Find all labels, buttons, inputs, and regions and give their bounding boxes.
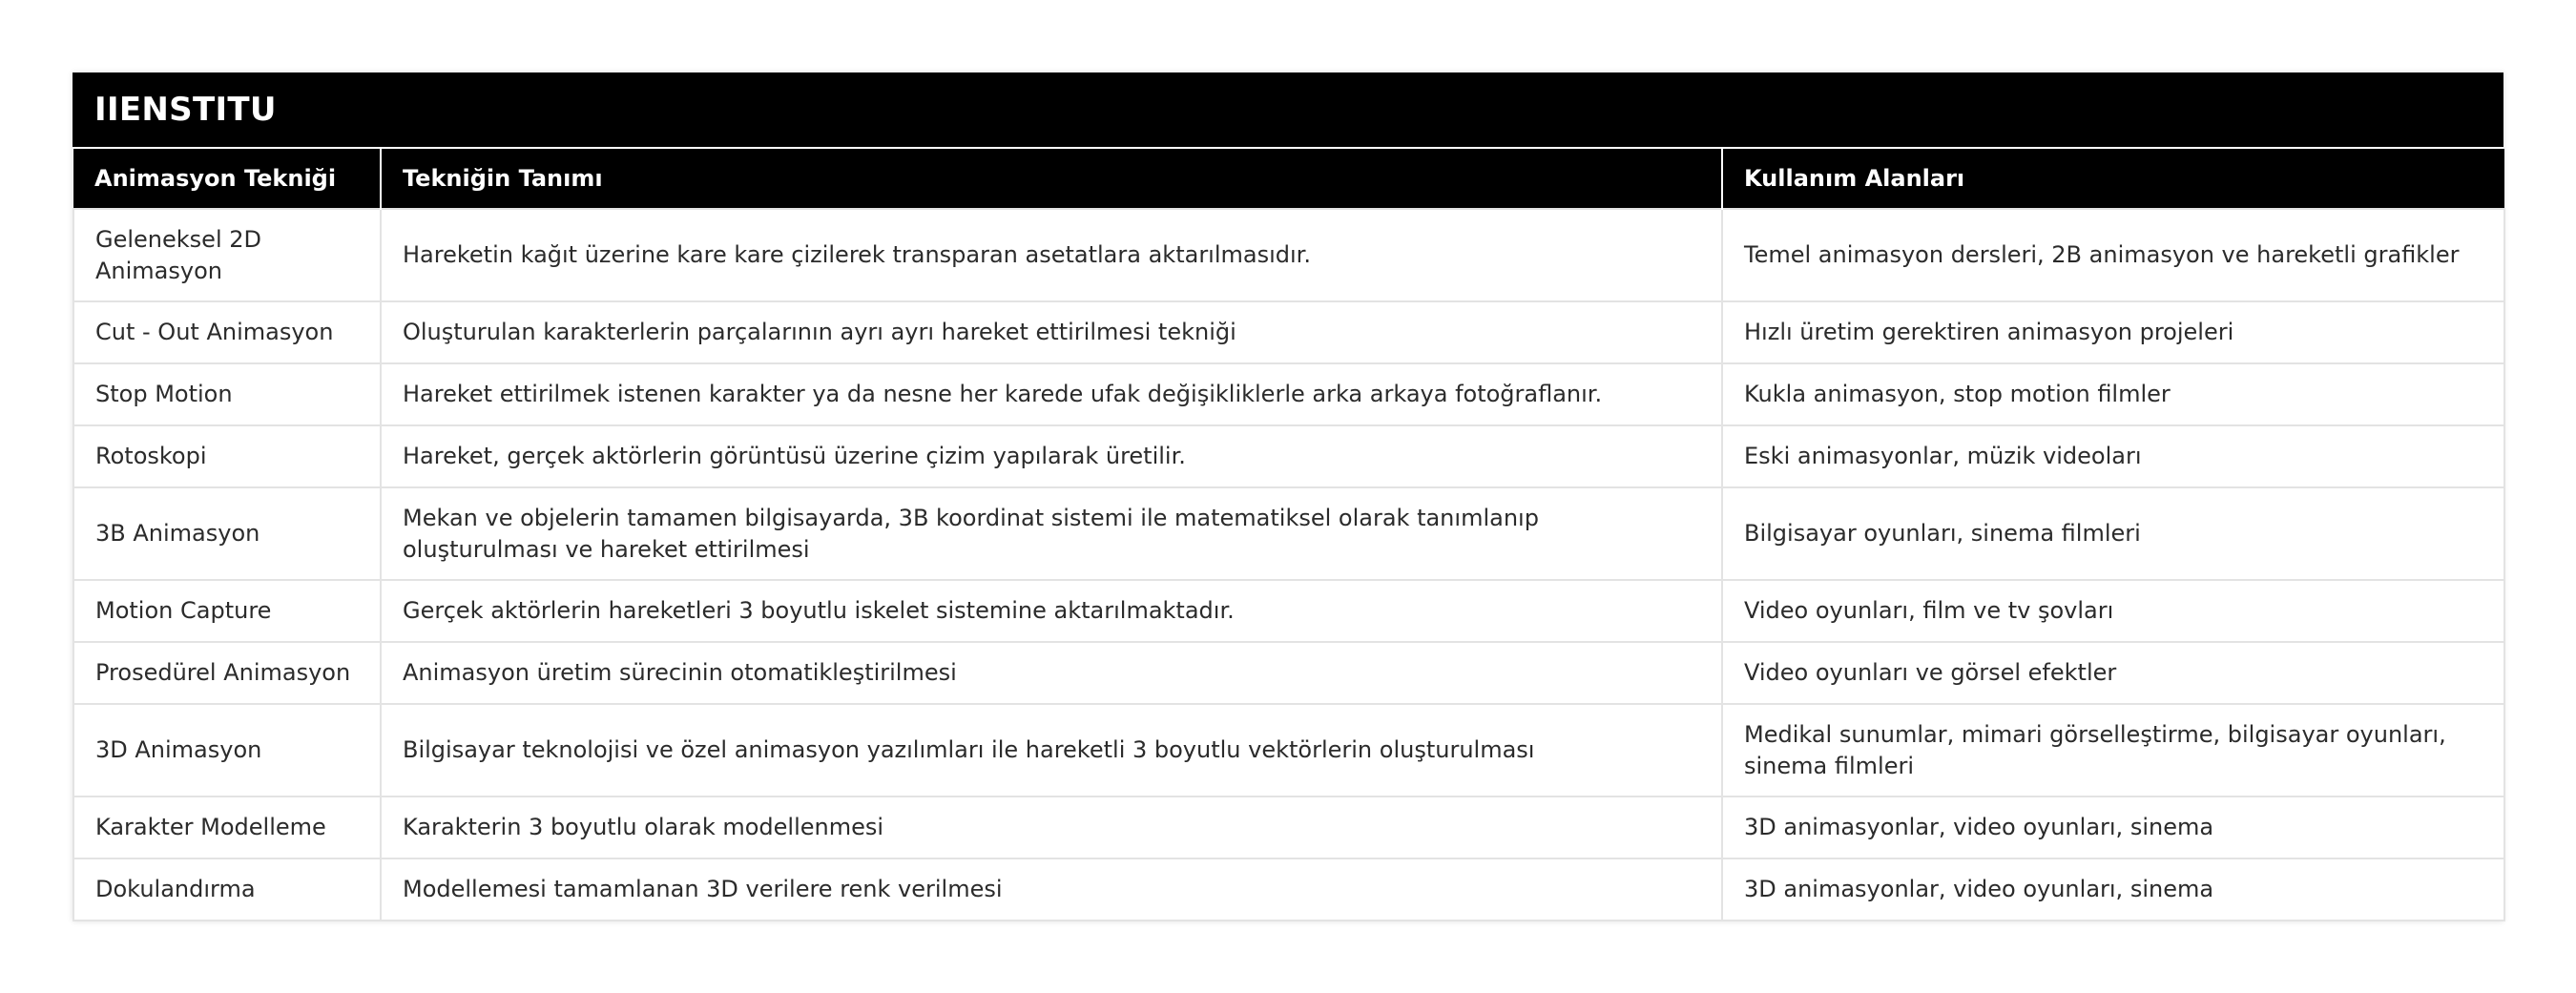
cell-usage: Temel animasyon dersleri, 2B animasyon ve hareketli grafikler: [1722, 209, 2504, 301]
cell-definition: Bilgisayar teknolojisi ve özel animasyon yazılımları ile hareketli 3 boyutlu vektörlerin oluşturulması: [381, 704, 1722, 796]
cell-definition: Gerçek aktörlerin hareketleri 3 boyutlu iskelet sistemine aktarılmaktadır.: [381, 580, 1722, 642]
cell-usage: Video oyunları, film ve tv şovları: [1722, 580, 2504, 642]
table-row: [73, 704, 2504, 796]
cell-usage: Eski animasyonlar, müzik videoları: [1722, 425, 2504, 487]
cell-technique: Dokulandırma: [73, 859, 381, 921]
cell-definition: Modellemesi tamamlanan 3D verilere renk verilmesi: [381, 859, 1722, 921]
cell-technique: Geleneksel 2D Animasyon: [73, 209, 381, 301]
cell-technique: Cut - Out Animasyon: [73, 301, 381, 363]
table-row: [73, 425, 2504, 487]
cell-usage: Kukla animasyon, stop motion filmler: [1722, 363, 2504, 425]
header-definition: Tekniğin Tanımı: [381, 149, 1722, 209]
cell-usage: Medikal sunumlar, mimari görselleştirme, bilgisayar oyunları, sinema filmleri: [1722, 704, 2504, 796]
cell-usage: Hızlı üretim gerektiren animasyon projeleri: [1722, 301, 2504, 363]
cell-definition: Karakterin 3 boyutlu olarak modellenmesi: [381, 796, 1722, 859]
cell-technique: 3B Animasyon: [73, 487, 381, 580]
brand-title: IIENSTITU: [73, 72, 2503, 149]
table-row: [73, 642, 2504, 704]
animation-techniques-table-container: [73, 72, 2503, 921]
cell-usage: 3D animasyonlar, video oyunları, sinema: [1722, 859, 2504, 921]
cell-definition: Mekan ve objelerin tamamen bilgisayarda, 3B koordinat sistemi ile matematiksel olarak tanımlanıp oluşturulması ve hareket ettirilmesi: [381, 487, 1722, 580]
cell-definition: Oluşturulan karakterlerin parçalarının ayrı ayrı hareket ettirilmesi tekniği: [381, 301, 1722, 363]
table-header-row: [73, 149, 2504, 209]
cell-usage: Bilgisayar oyunları, sinema filmleri: [1722, 487, 2504, 580]
table-row: [73, 796, 2504, 859]
cell-technique: Motion Capture: [73, 580, 381, 642]
table-row: [73, 859, 2504, 921]
table-row: [73, 487, 2504, 580]
table-row: [73, 209, 2504, 301]
cell-usage: Video oyunları ve görsel efektler: [1722, 642, 2504, 704]
cell-usage: 3D animasyonlar, video oyunları, sinema: [1722, 796, 2504, 859]
cell-technique: Karakter Modelleme: [73, 796, 381, 859]
table-row: [73, 301, 2504, 363]
cell-definition: Hareket, gerçek aktörlerin görüntüsü üzerine çizim yapılarak üretilir.: [381, 425, 1722, 487]
header-usage: Kullanım Alanları: [1722, 149, 2504, 209]
cell-definition: Animasyon üretim sürecinin otomatikleştirilmesi: [381, 642, 1722, 704]
cell-technique: Stop Motion: [73, 363, 381, 425]
header-technique: Animasyon Tekniği: [73, 149, 381, 209]
cell-technique: Prosedürel Animasyon: [73, 642, 381, 704]
table-row: [73, 580, 2504, 642]
table-row: [73, 363, 2504, 425]
cell-definition: Hareket ettirilmek istenen karakter ya da nesne her karede ufak değişikliklerle arka arkaya fotoğraflanır.: [381, 363, 1722, 425]
cell-technique: Rotoskopi: [73, 425, 381, 487]
cell-definition: Hareketin kağıt üzerine kare kare çizilerek transparan asetatlara aktarılmasıdır.: [381, 209, 1722, 301]
cell-technique: 3D Animasyon: [73, 704, 381, 796]
animation-techniques-table: [73, 149, 2505, 921]
